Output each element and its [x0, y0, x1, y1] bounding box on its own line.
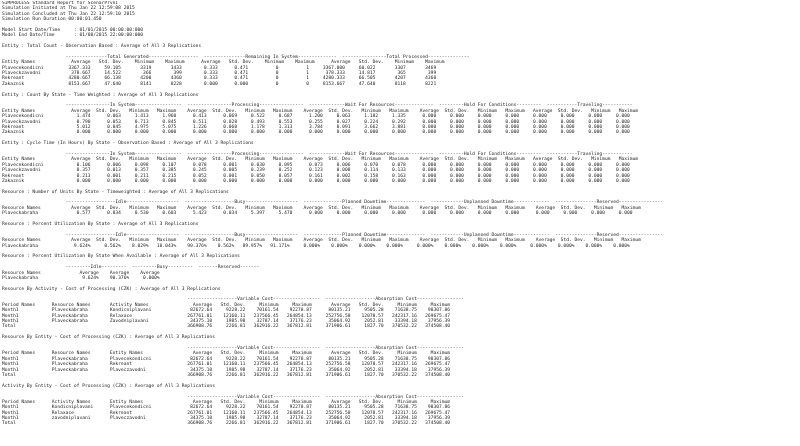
report-line: ---------Idle--------- ---------Busy--------- -------Reserved------- — [2, 265, 260, 271]
report-line: Plaveckzavodni 0.790 0.053 0.713 0.845 0.511 0.028 0.493 0.553 0.255 0.027 0.224 0.292 0.000 0.000 0.000 0.000 0.000 0.000 0.000 0.000 — [2, 119, 630, 125]
report-line: Entity : Cycle Time (In Hours) By State - Observation Based : Average of All 3 Replications — [2, 141, 254, 147]
report-line: Resource Names Average Std. Dev. Minimum Maximum Average Std. Dev. Minimum Maximum Average Std. Dev. Minimum Maximum Average Std. Dev. Minimum Maximum Average Std. Dev. Minimum Maximum — [2, 205, 641, 211]
report-line: Entity Names Average Std. Dev. Minimum Maximum Average Std. Dev. Minimum Maximum Average Std. Dev. Minimum Maximum Average Std. Dev. Minimum Maximum Average Std. Dev. Minimum Maximum — [2, 157, 639, 163]
report-line: Entity : Total Count - Observation Based : Average of All 3 Replications — [2, 44, 202, 50]
report-line: Month1 Plaveckabraha Plaveczavodni 34375.10 1985.98 32787.14 37176.23 35064.92 2052.81 33394.18 37956.39 — [2, 367, 451, 373]
report-line: Resource Names Average Std. Dev. Minimum Maximum Average Std. Dev. Minimum Maximum Average Std. Dev. Minimum Maximum Average Std. Dev. Minimum Maximum Average Std. Dev. Minimum Maximum — [2, 238, 641, 244]
report-line: Total 366908.76 2266.81 362916.22 367812.81 371906.61 1827.70 370532.22 374508.40 — [2, 324, 451, 330]
report-line: Rekreant 0.213 0.001 0.211 0.215 0.052 0.001 0.050 0.057 0.161 0.002 0.158 0.163 0.000 0.000 0.000 0.000 0.000 0.000 0.000 0.000 — [2, 173, 630, 179]
report-line: ----------------In System----------------- ----------------Processing---------------- -------------Wait For Resources-------------- ---------Hold For Conditions--------- -----------Traveling----------- — [2, 103, 633, 109]
report-line: Plaveckabraha 9.624% 90.376% 0.000% — [2, 275, 160, 281]
report-line: Month1 Plaveckabraha Relaxace 267761.01 12160.11 237566.45 264854.13 252756.58 12078.57 242317.16 269675.47 — [2, 313, 451, 319]
report-line: Period Names Resource Names Entity Names Average Std. Dev. Minimum Maximum Average Std. Dev. Minimum Maximum — [2, 351, 451, 357]
report-line: Simulation Run Duration 00:00:01.450 — [2, 17, 102, 23]
report-line: Model Start Date/Time : 01/01/2015 00:00:00:000 — [2, 27, 144, 33]
report-line: Plaveckzavodni 0.357 0.013 0.357 0.385 0.245 0.005 0.239 0.252 0.123 0.008 0.114 0.133 0.000 0.000 0.000 0.000 0.000 0.000 0.000 0.000 — [2, 168, 630, 174]
report-line: Month1 Relaxace Rekreant 267761.01 12160.11 237566.45 264854.13 252756.58 12078.57 242317.16 269675.47 — [2, 410, 451, 416]
report-line: Resource : Percent Utilization By State When Available : Average of All 3 Replications — [2, 254, 240, 260]
report-line: ------------------Variable Cost----------------- ------------------Absorption Cost----------------- — [2, 297, 464, 303]
report-line: Simulation Initiated at Thu Jan 22 12:59:08 2015 — [2, 6, 135, 12]
report-line: Rekreant 5.012 0.045 4.975 5.075 1.226 0.060 1.178 1.313 3.784 0.091 3.662 3.881 0.000 0.000 0.000 0.000 0.000 0.000 0.000 0.000 — [2, 124, 630, 130]
report-line: Activity By Entity - Cost of Processing (CZK) : Average of All 3 Replications — [2, 383, 215, 389]
report-line: Month1 Plaveckabraha Plavecekondicni 82672.64 9228.22 70161.54 92278.87 80135.21 9505.28 71638.75 90307.86 — [2, 356, 451, 362]
report-line: Plaveckzavodni 378.667 14.522 366 399 0.333 0.471 0 1 378.333 14.817 365 399 — [2, 71, 437, 77]
report-line: Resource By Activity - Cost of Processing (CZK) : Average of All 3 Replications — [2, 286, 221, 292]
report-line: Entity Names Average Std. Dev. Minimum Maximum Average Std. Dev. Minimum Maximum Average Std. Dev. Minimum Maximum — [2, 60, 445, 66]
report-line: Simulation Concluded at Thu Jan 22 12:59:10 2015 — [2, 11, 135, 17]
report-line: Resource : Percent Utilization By State : Average of All 3 Replications — [2, 222, 199, 228]
report-line: Month1 Plaveckabraha Kondicniplavani 82672.64 9228.22 70161.54 92278.87 80135.21 9505.28 71638.75 90307.86 — [2, 308, 451, 314]
report-line: Plavecekondicni 1.474 0.063 1.413 1.960 0.413 0.069 0.522 0.687 1.200 0.063 1.182 1.335 0.000 0.000 0.000 0.000 0.000 0.000 0.000 0.000 — [2, 114, 630, 120]
report-line: Plavecekondicni 0.106 0.006 0.098 0.107 0.078 0.001 0.030 0.095 0.073 0.006 0.070 0.078 0.000 0.000 0.000 0.000 0.000 0.000 0.000 0.000 — [2, 162, 630, 168]
report-line: Total 366908.76 2266.81 362916.22 367812.81 371906.61 1827.70 370532.22 374508.40 — [2, 372, 451, 378]
report-line: Resource By Entity - Cost of Processing (CZK) : Average of All 3 Replications — [2, 335, 215, 341]
report-line: Month1 zavodniplavani Plaveczavodni 34375.10 1985.98 32787.14 37176.23 35064.92 2052.81 33394.18 37956.39 — [2, 416, 451, 422]
report-line: Entity : Count By State - Time Weighted : Average of All 3 Replications — [2, 92, 199, 98]
report-line: Total 366908.76 2266.81 362916.22 367812.81 371906.61 1827.70 370532.22 374508.40 — [2, 421, 451, 427]
report-line: Resource : Number of Units By State - Timeweighted : Average of All 3 Replications — [2, 189, 229, 195]
report-line: ---------------Total Generated------------------ ---------------Remaining In System-------------- ----------------Total Processed--------------- — [2, 54, 470, 60]
report-line: Entity Names Average Std. Dev. Minimum Maximum Average Std. Dev. Minimum Maximum Average Std. Dev. Minimum Maximum Average Std. Dev. Minimum Maximum Average Std. Dev. Minimum Maximum — [2, 108, 639, 114]
report-line: Month1 Plaveckabraha Zavodniplavani 34375.10 1985.98 32787.14 37176.23 35064.92 2052.81 33394.18 37956.39 — [2, 319, 451, 325]
report-line: ------------------Idle------------------- ------------------Busy------------------- --------------Planned Downtime-------------- ------------Unplanned Downtime------------- ---------------Reserved---------------- — [2, 200, 663, 206]
report-line: Model End Date/Time : 01/08/2015 22:00:00:000 — [2, 33, 144, 39]
report-line: Plaveckabraha 0.577 0.034 0.530 0.603 5.423 0.034 5.397 5.470 0.000 0.000 0.000 0.000 0.000 0.000 0.000 0.000 0.000 0.000 0.000 0.000 — [2, 211, 633, 217]
report-line: Plavecekondicni 3367.333 59.105 3319 3433 0.333 0.471 0 1 3367.000 60.022 3307 3469 — [2, 65, 437, 71]
report-line: Month1 Plaveckabraha Rekreant 267761.01 12160.11 237566.45 264854.13 252756.58 12078.57 242317.16 269675.47 — [2, 362, 451, 368]
report-line: Rekreant 4280.667 66.138 4200 4360 0.333 0.471 0 1 4280.333 66.505 4207 4360 — [2, 76, 437, 82]
report-text — [2, 1, 798, 445]
report-line: Zakaznik 0.000 0.000 0.000 0.000 0.000 0.000 0.000 0.000 0.000 0.000 0.000 0.000 0.000 0.000 0.000 0.000 0.000 0.000 0.000 0.000 — [2, 178, 630, 184]
report-line: Plaveckabraha 9.624% 0.562% 8.029% 10.043% 90.376% 0.562% 89.957% 91.171% 0.000% 0.000% 0.000% 0.000% 0.000% 0.000% 0.000% 0.000% 0.000% 0.000% 0.000% 0.000% — [2, 243, 630, 249]
report-line: ------------------Variable Cost----------------- ------------------Absorption Cost----------------- — [2, 394, 464, 400]
report-line: ----------------In System----------------- ----------------Processing---------------- -------------Wait For Resources-------------- ---------Hold For Conditions--------- -----------Traveling----------- — [2, 151, 633, 157]
report-line: ------------------Variable Cost----------------- ------------------Absorption Cost----------------- — [2, 346, 464, 351]
report-line: Period Names Resource Names Activity Names Average Std. Dev. Minimum Maximum Average Std. Dev. Minimum Maximum — [2, 302, 451, 308]
report-line: ------------------Idle------------------- ------------------Busy------------------- --------------Planned Downtime-------------- ------------Unplanned Downtime------------- ---------------Reserved---------------- — [2, 232, 663, 238]
report-line: Resource Names Average Average Average — [2, 270, 160, 276]
report-line: Month1 Kondicniplavani Plavecekondicni 82672.64 9228.22 70161.54 92278.87 80135.21 9505.28 71638.75 90307.86 — [2, 405, 451, 411]
report-line: Period Names Activity Names Entity Names Average Std. Dev. Minimum Maximum Average Std. Dev. Minimum Maximum — [2, 399, 451, 405]
report-line: SIMPROCESS Standard Report for ScenarPrvni — [2, 1, 119, 6]
report-line: Zakaznik 0.000 0.000 0.000 0.000 0.000 0.000 0.000 0.000 0.000 0.000 0.000 0.000 0.000 0.000 0.000 0.000 0.000 0.000 0.000 0.000 — [2, 130, 630, 136]
report-line: Zakaznik 8153.667 47.640 8141 8228 0.000 0.000 0 0 8153.667 47.640 8118 8221 — [2, 81, 437, 87]
